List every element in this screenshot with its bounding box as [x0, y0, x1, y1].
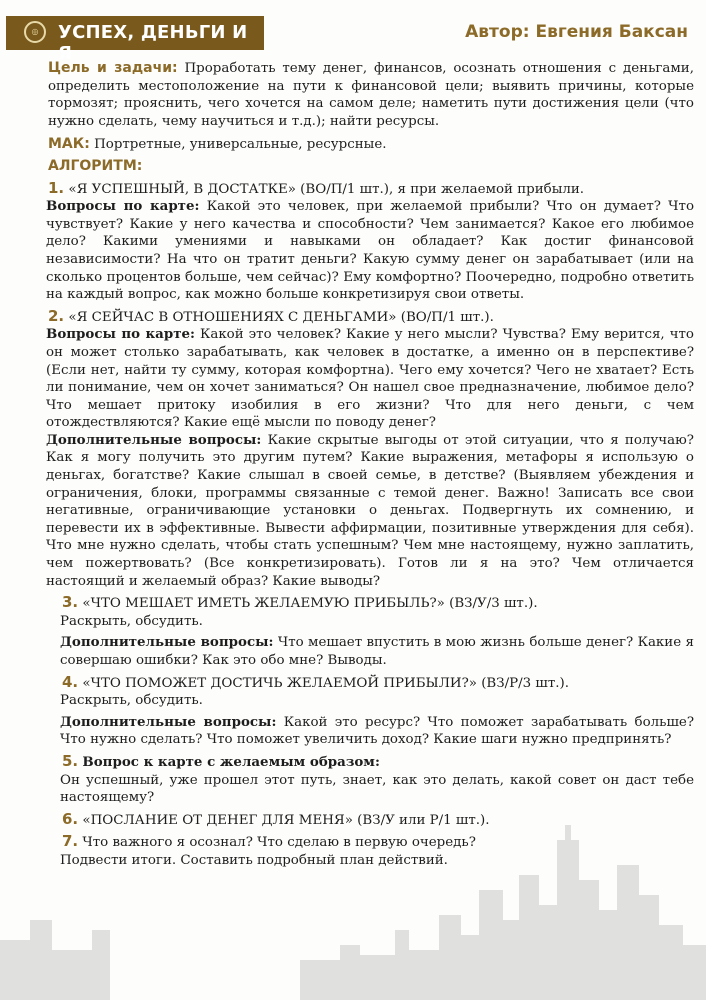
step-7-text: Подвести итоги. Составить подробный план действий. — [60, 852, 448, 868]
step-1-questions: Вопросы по карте: Какой это человек, при желаемой прибыли? Что он думает? Что чувствует? Какие у него качества и способности? Чем занимается? Какое его любимое дело? Какими умениями и навыками он обладает? Как достиг финансовой независимости? На что он тратит деньги? Какую сумму денег он зарабатывает (или на сколько процентов больше, чем сейчас)? Ему комфортно? Поочередно, подробно ответить на каждый вопрос, как можно больше конкретизируя свои ответы. — [46, 198, 695, 303]
step-5-text: Он успешный, уже прошел этот путь, знает, как это делать, какой совет он даст тебе настоящему? — [60, 772, 694, 806]
author: Автор: Евгения Баксан — [465, 22, 688, 42]
title-bar — [6, 16, 264, 64]
step-4-sub: Раскрыть, обсудить. — [60, 693, 203, 709]
step-3-heading: 3. «ЧТО МЕШАЕТ ИМЕТЬ ЖЕЛАЕМУЮ ПРИБЫЛЬ?» (ВЗ/У/3 шт.). — [62, 593, 538, 612]
article-body — [14, 60, 694, 870]
mak-text: Портретные, универсальные, ресурсные. — [94, 137, 387, 153]
step-4-heading: 4. «ЧТО ПОМОЖЕТ ДОСТИЧЬ ЖЕЛАЕМОЙ ПРИБЫЛИ?» (ВЗ/Р/3 шт.). — [62, 672, 570, 691]
step-1-heading: 1. «Я УСПЕШНЫЙ, В ДОСТАТКЕ» (ВО/П/1 шт.), я при желаемой прибыли. — [48, 178, 585, 197]
mak-label: МАК: — [48, 136, 90, 153]
goals-paragraph — [14, 60, 694, 130]
step-7-heading: 7. Что важного я осознал? Что сделаю в первую очередь? — [62, 832, 476, 851]
step-3-sub: Раскрыть, обсудить. — [60, 613, 203, 629]
goals-label: Цель и задачи: — [48, 60, 178, 76]
step-4-extra-questions: Дополнительные вопросы: Какой это ресурс? Что поможет зарабатывать больше? Что нужно сделать? Что поможет увеличить доход? Какие шаги нужно предпринять? — [60, 713, 694, 748]
step-5-heading: 5. Вопрос к карте с желаемым образом: — [62, 751, 380, 770]
page-title: УСПЕХ, ДЕНЬГИ И Я — [58, 22, 248, 64]
mak-paragraph — [14, 136, 694, 154]
step-2-questions: Вопросы по карте: Какой это человек? Какие у него мысли? Чувства? Ему верится, что он может столько зарабатывать, как человек в достатке, а именно он в перспективе? (Если нет, найти ту сумму, которая комфортна). Чего ему хочется? Чего не хватает? Есть ли понимание, чем он хочет заниматься? Он нашел свое предназначение, любимое дело? Что мешает притоку изобилия в его жизни? Что для него деньги, с чем отождествляются? Какие ещё мысли по поводу денег? — [46, 326, 694, 431]
page-header — [0, 0, 706, 64]
step-3-extra-questions: Дополнительные вопросы: Что мешает впустить в мою жизнь больше денег? Какие я совершаю ошибки? Как это обо мне? Выводы. — [60, 634, 694, 668]
step-2-heading: 2. «Я СЕЙЧАС В ОТНОШЕНИЯХ С ДЕНЬГАМИ» (ВО/П/1 шт.). — [48, 306, 494, 325]
goals-text: Проработать тему денег, финансов, осознать отношения с деньгами, определить местоположение на пути к финансовой цели; выявить причины, которые тормозят; прояснить, чего хочется на самом деле; наметить пути достижения цели (что нужно сделать, чему научиться и т.д.); найти ресурсы. — [48, 61, 694, 129]
step-6-heading: 6. «ПОСЛАНИЕ ОТ ДЕНЕГ ДЛЯ МЕНЯ» (ВЗ/У или Р/1 шт.). — [62, 809, 490, 828]
algorithm-heading: АЛГОРИТМ: — [48, 157, 143, 174]
step-2-extra-questions: Дополнительные вопросы: Какие скрытые выгоды от этой ситуации, что я получаю? Как я могу получить это другим путем? Какие выражения, метафоры я использую о деньгах, богатстве? Какие слышал в своей семье, в детстве? (Выявляем убеждения и ограничения, блоки, программы связанные с темой денег. Важно! Записать все свои негативные, ограничивающие установки о деньгах. Подвергнуть их сомнению, и перевести их в эффективные. Вывести аффирмации, позитивные утверждения для себя). Что мне нужно сделать, чтобы стать успешным? Чем мне настоящему, нужно заплатить, чем пожертвовать? (Все конкретизировать). Готов ли я на это? Чем отличается настоящий и желаемый образ? Какие выводы? — [46, 431, 694, 589]
logo-icon: ◎ — [24, 21, 46, 43]
